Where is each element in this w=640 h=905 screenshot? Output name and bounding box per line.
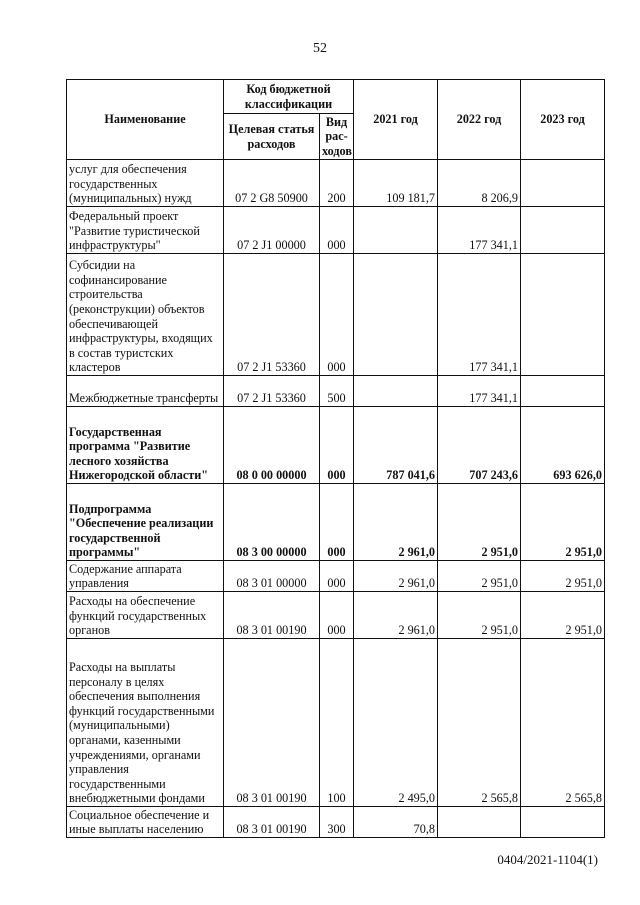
row-name: Государственная программа "Развитие лесного хозяйства Нижегородской области" xyxy=(67,407,224,484)
budget-table xyxy=(66,79,605,838)
row-target-article: 08 0 00 00000 xyxy=(224,407,320,484)
header-2023: 2023 год xyxy=(521,80,605,160)
row-value-2021: 2 961,0 xyxy=(354,592,438,639)
row-expense-type: 000 xyxy=(320,484,354,561)
row-value-2021 xyxy=(354,254,438,376)
header-target-article: Целевая статья расходов xyxy=(224,114,320,160)
table-row xyxy=(67,639,605,807)
table-row xyxy=(67,407,605,484)
row-target-article: 08 3 01 00190 xyxy=(224,639,320,807)
row-name: Расходы на обеспечение функций государственных органов xyxy=(67,592,224,639)
row-value-2022 xyxy=(438,807,521,838)
page-number: 52 xyxy=(313,41,327,56)
row-value-2021 xyxy=(354,376,438,407)
row-value-2023: 2 951,0 xyxy=(521,592,605,639)
document-code: 0404/2021-1104(1) xyxy=(497,852,598,867)
table-row xyxy=(67,254,605,376)
row-expense-type: 200 xyxy=(320,160,354,207)
row-value-2021: 109 181,7 xyxy=(354,160,438,207)
row-target-article: 07 2 J1 53360 xyxy=(224,254,320,376)
row-expense-type: 300 xyxy=(320,807,354,838)
table-row xyxy=(67,207,605,254)
row-value-2022: 2 951,0 xyxy=(438,561,521,592)
header-2021: 2021 год xyxy=(354,80,438,160)
header-2022: 2022 год xyxy=(438,80,521,160)
row-value-2021: 787 041,6 xyxy=(354,407,438,484)
row-expense-type: 000 xyxy=(320,407,354,484)
row-expense-type: 000 xyxy=(320,254,354,376)
row-value-2023 xyxy=(521,160,605,207)
row-value-2023: 2 565,8 xyxy=(521,639,605,807)
header-expense-type: Вид рас- ходов xyxy=(320,114,354,160)
row-value-2022: 177 341,1 xyxy=(438,207,521,254)
table-row xyxy=(67,160,605,207)
row-value-2021: 2 961,0 xyxy=(354,561,438,592)
row-value-2023 xyxy=(521,254,605,376)
row-value-2023: 693 626,0 xyxy=(521,407,605,484)
table-row xyxy=(67,807,605,838)
row-target-article: 07 2 J1 00000 xyxy=(224,207,320,254)
row-expense-type: 100 xyxy=(320,639,354,807)
row-target-article: 08 3 01 00190 xyxy=(224,592,320,639)
row-name: Субсидии на софинансирование строительства (реконструкции) объектов обеспечивающей инфраструктуры, входящих в состав туристских кластеров xyxy=(67,254,224,376)
row-value-2023: 2 951,0 xyxy=(521,561,605,592)
row-target-article: 08 3 01 00000 xyxy=(224,561,320,592)
row-target-article: 07 2 J1 53360 xyxy=(224,376,320,407)
table-row xyxy=(67,592,605,639)
row-value-2021: 2 961,0 xyxy=(354,484,438,561)
row-expense-type: 000 xyxy=(320,592,354,639)
header-classification: Код бюджетной классификации xyxy=(224,80,354,114)
row-value-2023: 2 951,0 xyxy=(521,484,605,561)
row-value-2022: 707 243,6 xyxy=(438,407,521,484)
row-value-2022: 2 951,0 xyxy=(438,592,521,639)
table-row xyxy=(67,376,605,407)
row-target-article: 08 3 01 00190 xyxy=(224,807,320,838)
header-name: Наименование xyxy=(67,80,224,160)
row-value-2022: 177 341,1 xyxy=(438,254,521,376)
row-value-2021 xyxy=(354,207,438,254)
row-value-2022: 8 206,9 xyxy=(438,160,521,207)
row-value-2022: 2 951,0 xyxy=(438,484,521,561)
row-name: Межбюджетные трансферты xyxy=(67,376,224,407)
row-value-2022: 177 341,1 xyxy=(438,376,521,407)
row-expense-type: 000 xyxy=(320,561,354,592)
row-name: Содержание аппарата управления xyxy=(67,561,224,592)
row-target-article: 08 3 00 00000 xyxy=(224,484,320,561)
table-row xyxy=(67,484,605,561)
row-name: услуг для обеспечения государственных (муниципальных) нужд xyxy=(67,160,224,207)
table-row xyxy=(67,561,605,592)
row-name: Расходы на выплаты персоналу в целях обеспечения выполнения функций государственными (муниципальными) органами, казенными учреждениями, органами управления государственными внебюджетными фондами xyxy=(67,639,224,807)
row-expense-type: 000 xyxy=(320,207,354,254)
row-value-2021: 70,8 xyxy=(354,807,438,838)
row-expense-type: 500 xyxy=(320,376,354,407)
row-value-2023 xyxy=(521,376,605,407)
row-name: Федеральный проект "Развитие туристической инфраструктуры" xyxy=(67,207,224,254)
row-name: Подпрограмма "Обеспечение реализации государственной программы" xyxy=(67,484,224,561)
row-value-2023 xyxy=(521,207,605,254)
row-name: Социальное обеспечение и иные выплаты населению xyxy=(67,807,224,838)
row-value-2023 xyxy=(521,807,605,838)
row-value-2022: 2 565,8 xyxy=(438,639,521,807)
row-target-article: 07 2 G8 50900 xyxy=(224,160,320,207)
row-value-2021: 2 495,0 xyxy=(354,639,438,807)
